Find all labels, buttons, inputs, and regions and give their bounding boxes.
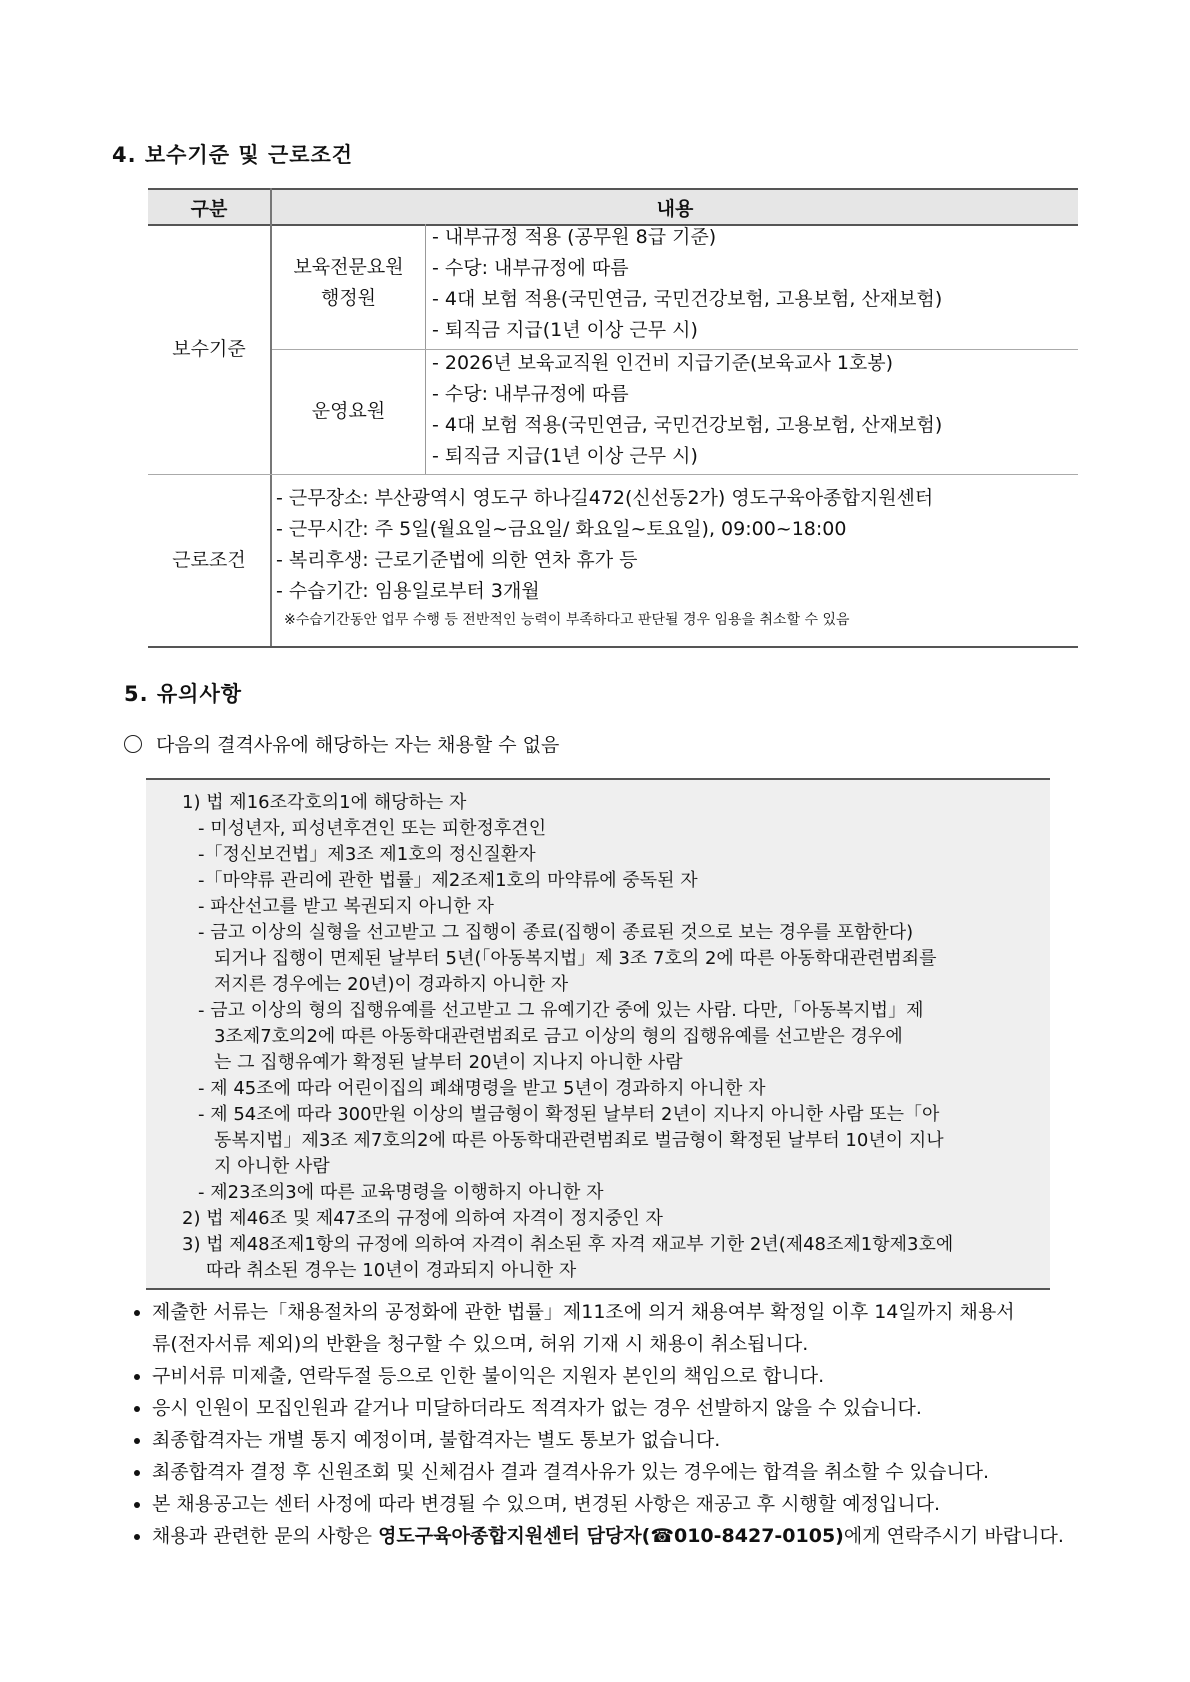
- notice-text: 본 채용공고는 센터 사정에 따라 변경될 수 있으며, 변경된 사항은 재공고 후 시행할 예정입니다.: [152, 1493, 941, 1515]
- bullet-icon: [134, 1470, 140, 1476]
- list-item: - 근무시간: 주 5일(월요일~금요일/ 화요일~토요일), 09:00~18:00: [276, 518, 847, 540]
- work-condition-items: [276, 483, 933, 607]
- header-content: 내용: [656, 198, 694, 220]
- table-bottom-border: [148, 646, 1078, 648]
- staff-a-label-1: 보육전문요원: [293, 256, 404, 278]
- box-line: - 제23조의3에 따른 교육명령을 이행하지 아니한 자: [198, 1182, 604, 1203]
- list-item: - 퇴직금 지급(1년 이상 근무 시): [432, 445, 698, 467]
- box-line: - 미성년자, 피성년후견인 또는 피한정후견인: [198, 818, 547, 839]
- staff-b-label: 운영요원: [311, 400, 386, 422]
- box-line: 3조제7호의2에 따른 아동학대관련범죄로 금고 이상의 형의 집행유예를 선고받은 경우에: [214, 1026, 903, 1047]
- circle-bullet-icon: [124, 735, 142, 753]
- staff-b-items: [432, 348, 942, 472]
- list-item: - 내부규정 적용 (공무원 8급 기준): [432, 226, 717, 248]
- list-item: - 수당: 내부규정에 따름: [432, 383, 629, 405]
- bullet-icon: [134, 1534, 140, 1540]
- list-item: - 4대 보험 적용(국민연금, 국민건강보험, 고용보험, 산재보험): [432, 288, 943, 310]
- bullet-icon: [134, 1310, 140, 1316]
- box-line: - 제 54조에 따라 300만원 이상의 벌금형이 확정된 날부터 2년이 지나지 아니한 사람 또는「아: [198, 1104, 940, 1125]
- box-line: 3) 법 제48조제1항의 규정에 의하여 자격이 취소된 후 자격 재교부 기한 2년(제48조제1항제3호에: [182, 1234, 954, 1255]
- bullet-icon: [134, 1406, 140, 1412]
- box-line: 되거나 집행이 면제된 날부터 5년(「아동복지법」제 3조 7호의 2에 따른 아동학대관련범죄를: [214, 948, 937, 969]
- notice-text: 류(전자서류 제외)의 반환을 청구할 수 있으며, 허위 기재 시 채용이 취소됩니다.: [152, 1333, 809, 1355]
- disqualification-intro: [124, 730, 559, 757]
- notice-text: 최종합격자는 개별 통지 예정이며, 불합격자는 별도 통보가 없습니다.: [152, 1429, 721, 1451]
- notice-text: 응시 인원이 모집인원과 같거나 미달하더라도 적격자가 없는 경우 선발하지 않을 수 있습니다.: [152, 1397, 922, 1419]
- table-header-row: [148, 188, 1078, 226]
- header-category: 구분: [190, 198, 228, 220]
- contact-post: 에게 연락주시기 바랍니다.: [843, 1525, 1064, 1547]
- list-item: [132, 1360, 1092, 1392]
- contact-person: 영도구육아종합지원센터 담당자(☎010-8427-0105): [378, 1525, 844, 1547]
- list-item: - 퇴직금 지급(1년 이상 근무 시): [432, 319, 698, 341]
- row-divider: [148, 474, 1078, 475]
- work-conditions-label: 근로조건: [172, 549, 246, 571]
- section-5-title: 5. 유의사항: [124, 682, 243, 706]
- box-line: 저지른 경우에는 20년)이 경과하지 아니한 자: [214, 974, 569, 995]
- pay-standard-label: 보수기준: [172, 338, 246, 360]
- list-item: [132, 1392, 1092, 1424]
- box-line: 따라 취소된 경우는 10년이 경과되지 아니한 자: [206, 1260, 577, 1281]
- notice-text: 구비서류 미제출, 연락두절 등으로 인한 불이익은 지원자 본인의 책임으로 합니다.: [152, 1365, 825, 1387]
- intro-text: 다음의 결격사유에 해당하는 자는 채용할 수 없음: [156, 734, 560, 756]
- staff-a-items: [432, 222, 942, 346]
- list-item: - 4대 보험 적용(국민연금, 국민건강보험, 고용보험, 산재보험): [432, 414, 943, 436]
- staff-a-label-2: 행정원: [320, 287, 377, 309]
- box-line: - 금고 이상의 실형을 선고받고 그 집행이 종료(집행이 종료된 것으로 보는 경우를 포함한다): [198, 922, 914, 943]
- notice-text: 제출한 서류는「채용절차의 공정화에 관한 법률」제11조에 의거 채용여부 확정일 이후 14일까지 채용서: [152, 1301, 1015, 1323]
- list-item: - 2026년 보육교직원 인건비 지급기준(보육교사 1호봉): [432, 352, 894, 374]
- box-line: - 제 45조에 따라 어린이집의 폐쇄명령을 받고 5년이 경과하지 아니한 자: [198, 1078, 766, 1099]
- list-item: - 수당: 내부규정에 따름: [432, 257, 629, 279]
- box-line: 1) 법 제16조각호의1에 해당하는 자: [182, 792, 467, 813]
- list-item: - 수습기간: 임용일로부터 3개월: [276, 580, 540, 602]
- box-line: 지 아니한 사람: [214, 1156, 330, 1177]
- box-line: - 금고 이상의 형의 집행유예를 선고받고 그 유예기간 중에 있는 사람. 다만,「아동복지법」제: [198, 1000, 924, 1021]
- contact-notice: [152, 1520, 1092, 1552]
- box-line: -「마약류 관리에 관한 법률」제2조제1호의 마약류에 중독된 자: [198, 870, 698, 891]
- probation-note: ※수습기간동안 업무 수행 등 전반적인 능력이 부족하다고 판단될 경우 임용을 취소할 수 있음: [284, 612, 850, 628]
- bullet-icon: [134, 1374, 140, 1380]
- notice-list: [132, 1296, 1092, 1552]
- list-item: [132, 1488, 1092, 1520]
- box-line: -「정신보건법」제3조 제1호의 정신질환자: [198, 844, 536, 865]
- bullet-icon: [134, 1438, 140, 1444]
- box-line: 2) 법 제46조 및 제47조의 규정에 의하여 자격이 정지중인 자: [182, 1208, 663, 1229]
- list-item: [132, 1520, 1092, 1552]
- list-item: - 복리후생: 근로기준법에 의한 연차 휴가 등: [276, 549, 638, 571]
- notice-text: 최종합격자 결정 후 신원조회 및 신체검사 결과 결격사유가 있는 경우에는 합격을 취소할 수 있습니다.: [152, 1461, 990, 1483]
- list-item: [132, 1424, 1092, 1456]
- list-item: [132, 1456, 1092, 1488]
- box-line: - 파산선고를 받고 복권되지 아니한 자: [198, 896, 494, 917]
- disqualification-box: [146, 778, 1050, 1290]
- list-item: - 근무장소: 부산광역시 영도구 하나길472(신선동2가) 영도구육아종합지원센터: [276, 487, 934, 509]
- contact-pre: 채용과 관련한 문의 사항은: [152, 1525, 379, 1547]
- box-line: 동복지법」제3조 제7호의2에 따른 아동학대관련범죄로 벌금형이 확정된 날부터 10년이 지나: [214, 1130, 944, 1151]
- box-line: 는 그 집행유예가 확정된 날부터 20년이 지나지 아니한 사람: [214, 1052, 683, 1073]
- bullet-icon: [134, 1502, 140, 1508]
- section-4-title: 4. 보수기준 및 근로조건: [112, 143, 354, 167]
- list-item: [132, 1296, 1092, 1360]
